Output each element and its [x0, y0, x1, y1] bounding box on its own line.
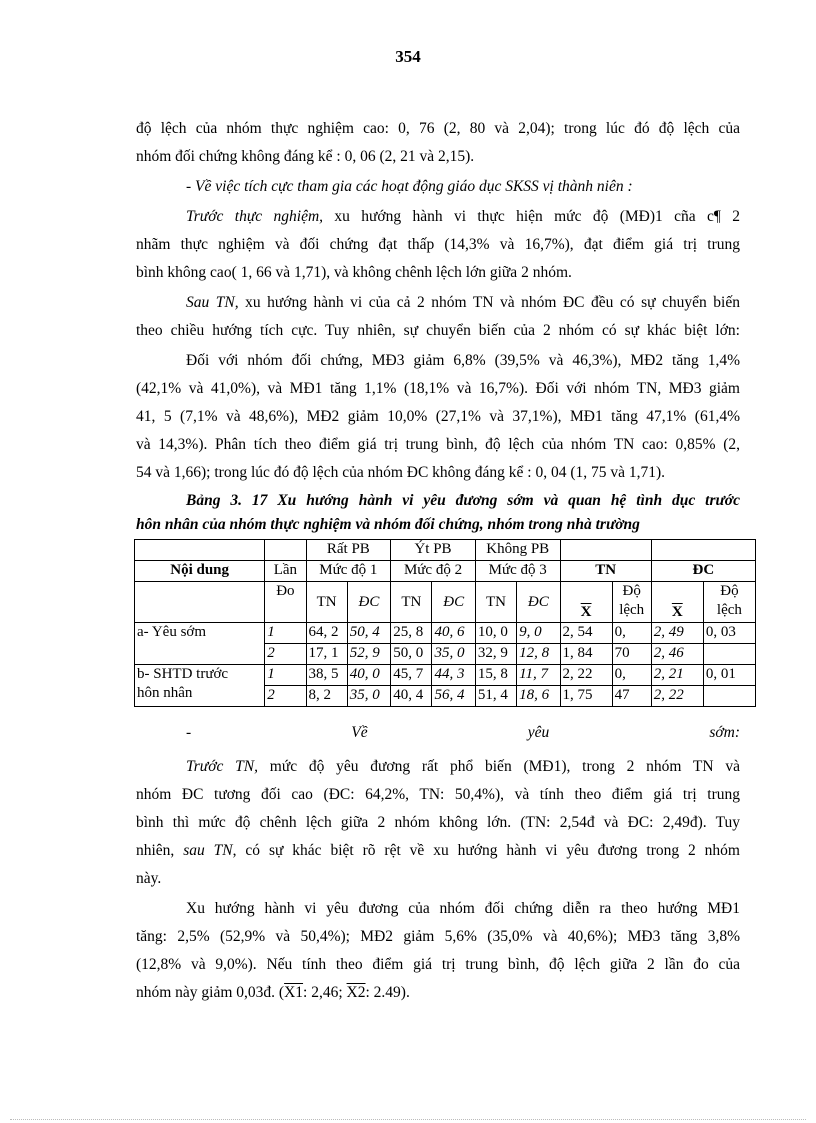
cell: 70 [612, 644, 651, 665]
sub-tn-2: TN [391, 582, 432, 623]
para5-line4-a: nhiên, [136, 842, 184, 859]
table-row [135, 623, 756, 644]
para2-line3: bình không cao( 1, 66 và 1,71), và không chênh lệch lớn giữa 2 nhóm. [136, 264, 572, 281]
para3-line1-rest: xu hướng hành vi của cả 2 nhóm TN và nhóm ĐC đều có sự chuyển biến [238, 294, 740, 311]
para1-line2: nhóm đối chứng không đáng kể : 0, 06 (2, 21 và 2,15). [136, 148, 475, 165]
cell: 32, 9 [475, 644, 516, 665]
cell: 2, 54 [560, 623, 612, 644]
cell: 2 [265, 644, 306, 665]
para2-line2: nhãm thực nghiệm và đối chứng đạt thấp (14,3% và 16,7%), đạt điểm giá trị trung [136, 236, 740, 253]
cell: 45, 7 [391, 665, 432, 686]
sub-dc-3: ĐC [517, 582, 560, 623]
page-bottom-border [10, 1119, 806, 1120]
cell: 0, [612, 665, 651, 686]
para2-line1-rest: xu hướng hành vi thực hiện mức độ (MĐ)1 cña c¶ 2 [323, 208, 740, 225]
cell: 0, 01 [703, 665, 755, 686]
para6-line4-a: nhóm này giảm 0,03đ. ( [136, 984, 285, 1001]
table-header-row2 [135, 561, 756, 582]
cell: 40, 6 [432, 623, 475, 644]
mean-x-dc: $\overline{X}$ [671, 604, 683, 620]
cell: 17, 1 [306, 644, 347, 665]
cell: 2, 49 [651, 623, 703, 644]
sub-dc-1: ĐC [347, 582, 390, 623]
cell: 25, 8 [391, 623, 432, 644]
cell: 8, 2 [306, 686, 347, 707]
cell: 40, 4 [391, 686, 432, 707]
para5-line1-rest: mức độ yêu đương rất phổ biến (MĐ1), trong 2 nhóm TN và [258, 758, 740, 775]
cell: 0, [612, 623, 651, 644]
mean-x1: X1 [284, 984, 304, 1001]
table-caption-line2: hôn nhân của nhóm thực nghiệm và nhóm đối chứng, nhóm trong nhà trường [136, 516, 640, 533]
para5-line3: bình thì mức độ chênh lệch giữa 2 nhóm không lớn. (TN: 2,54đ và ĐC: 2,49đ). Tuy [136, 814, 740, 831]
header-tn: TN [560, 561, 651, 582]
table-header-row1 [135, 540, 756, 561]
cell: 52, 9 [347, 644, 390, 665]
header-it-pb: Ýt PB [391, 540, 476, 561]
cell: 0, 03 [703, 623, 755, 644]
cell: 35, 0 [432, 644, 475, 665]
sub-tn-3: TN [475, 582, 516, 623]
para4-line3: 41, 5 (7,1% và 48,6%), MĐ2 giảm 10,0% (27,1% và 37,1%), MĐ1 tăng 47,1% (61,4% [136, 408, 740, 425]
page-number: 354 [395, 47, 421, 66]
para6-line4 [136, 982, 740, 1004]
cell: 47 [612, 686, 651, 707]
para4-line4: và 14,3%). Phân tích theo điểm giá trị trung bình, độ lệch của nhóm TN cao: 0,85% (2, [136, 436, 740, 453]
cell: 2, 22 [560, 665, 612, 686]
cell: 51, 4 [475, 686, 516, 707]
para1-line1: độ lệch của nhóm thực nghiệm cao: 0, 76 (2, 80 và 2,04); trong lúc đó độ lệch của [136, 120, 740, 137]
data-table [134, 539, 756, 707]
cell: 1, 84 [560, 644, 612, 665]
para5-line1 [186, 756, 740, 778]
table-row [135, 665, 756, 686]
sub-tn-1: TN [306, 582, 347, 623]
cell: 10, 0 [475, 623, 516, 644]
header-md2: Mức độ 2 [391, 561, 476, 582]
sub-heading-dash: - [186, 724, 192, 741]
para5-line4-b: , có sự khác biệt rõ rệt về xu hướng hành vi yêu đương trong 2 nhóm [232, 842, 740, 859]
sub-heading [186, 722, 740, 744]
mean-x2: X2 [346, 984, 366, 1001]
cell: 1 [265, 665, 306, 686]
cell: 50, 0 [391, 644, 432, 665]
para6-line4-c: : 2.49). [365, 984, 410, 1001]
sub-dc-2: ĐC [432, 582, 475, 623]
cell: 12, 8 [517, 644, 560, 665]
para5-line4 [136, 840, 740, 862]
cell: 2, 46 [651, 644, 703, 665]
para6-line3: (12,8% và 9,0%). Nếu tính theo điểm giá trị trung bình, độ lệch giữa 2 lần đo của [136, 956, 740, 973]
header-lan: Lần [265, 561, 306, 582]
header-khong-pb: Không PB [475, 540, 560, 561]
do-lech-dc-2: lệch [716, 602, 742, 618]
section-heading: - Về việc tích cực tham gia các hoạt động giáo dục SKSS vị thành niên : [186, 178, 633, 195]
para6-line4-b: : 2,46; [303, 984, 347, 1001]
cell: 15, 8 [475, 665, 516, 686]
para5-lead: Trước TN, [186, 758, 258, 775]
cell: 11, 7 [517, 665, 560, 686]
cell: 1 [265, 623, 306, 644]
cell: 2, 22 [651, 686, 703, 707]
do-lech-tn-2: lệch [619, 602, 645, 618]
header-do: Đo [265, 582, 306, 623]
row-b-label [135, 665, 265, 707]
para2-lead: Trước thực nghiệm, [186, 208, 324, 225]
para4-line5: 54 và 1,66); trong lúc đó độ lệch của nhóm ĐC không đáng kể : 0, 04 (1, 75 và 1,71). [136, 464, 666, 481]
para3-lead: Sau TN, [186, 294, 239, 311]
para5-line2: nhóm ĐC tương đối cao (ĐC: 64,2%, TN: 50,4%), và tính theo điểm giá trị trung [136, 786, 740, 803]
cell: 35, 0 [347, 686, 390, 707]
sub-heading-word: Về [351, 724, 368, 741]
cell: 9, 0 [517, 623, 560, 644]
cell: 64, 2 [306, 623, 347, 644]
do-lech-dc-1: Độ [720, 583, 739, 599]
header-noi-dung: Nội dung [135, 561, 265, 582]
sub-heading-word: sớm: [709, 724, 740, 741]
para6-line2: tăng: 2,5% (52,9% và 50,4%); MĐ2 giảm 5,6% (35,0% và 40,6%); MĐ3 tăng 3,8% [136, 928, 740, 945]
table-header-row3 [135, 582, 756, 623]
para4-line1: Đối với nhóm đối chứng, MĐ3 giảm 6,8% (39,5% và 46,3%), MĐ2 tăng 1,4% [186, 352, 740, 369]
row-b-label-line2: hôn nhân [137, 685, 193, 701]
cell: 2, 21 [651, 665, 703, 686]
para4-line2: (42,1% và 41,0%), và MĐ1 tăng 1,1% (18,1% và 16,7%). Đối với nhóm TN, MĐ3 giảm [136, 380, 740, 397]
cell: 40, 0 [347, 665, 390, 686]
row-a-label: a- Yêu sớm [135, 623, 265, 665]
mean-x-tn: $\overline{X}$ [580, 604, 592, 620]
do-lech-tn-1: Độ [622, 583, 641, 599]
para2-line1 [186, 206, 740, 228]
row-b-label-line1: b- SHTD trước [137, 666, 229, 682]
sub-heading-word: yêu [527, 724, 550, 741]
para3-line1 [186, 292, 740, 314]
cell: 1, 75 [560, 686, 612, 707]
header-md1: Mức độ 1 [306, 561, 391, 582]
para5-line5: này. [136, 870, 162, 887]
header-dc: ĐC [651, 561, 755, 582]
cell: 56, 4 [432, 686, 475, 707]
header-md3: Mức độ 3 [475, 561, 560, 582]
header-rat-pb: Rất PB [306, 540, 391, 561]
para3-line2: theo chiều hướng tích cực. Tuy nhiên, sự chuyển biến của 2 nhóm có sự khác biệt lớn: [136, 322, 740, 339]
cell: 2 [265, 686, 306, 707]
cell: 44, 3 [432, 665, 475, 686]
para6-line1: Xu hướng hành vi yêu đương của nhóm đối chứng diễn ra theo hướng MĐ1 [186, 900, 740, 917]
cell: 50, 4 [347, 623, 390, 644]
para5-line4-italic: sau TN [183, 842, 233, 859]
cell: 18, 6 [517, 686, 560, 707]
cell: 38, 5 [306, 665, 347, 686]
table-caption-line1: Bảng 3. 17 Xu hướng hành vi yêu đương sớm và quan hệ tình dục trước [186, 492, 740, 509]
